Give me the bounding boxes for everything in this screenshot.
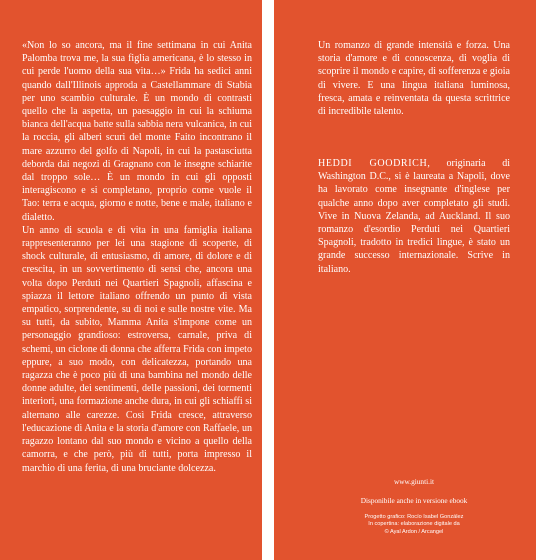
ebook-note: Disponibile anche in versione ebook <box>360 496 468 505</box>
synopsis-paragraph-2: Un anno di scuola e di vita in una famiglia italiana rappresenteranno per lei una stagione di scoperte, di shock culturale, di entusiasmo, di amore, di dolore e di crescita, in un sovvertimento di sensi che, ancora una volta dopo Perduti nei Quartieri Spagnoli, affascina e spiazza il lettore italiano offrendo un punto di vista empatico, sorprendente, su di noi e sulle nostre vite. Ma su tutti, da subito, Mamma Anita s'impone come un personaggio grandioso: estroversa, carnale, priva di schemi, un ciclone di donna che afferra Frida con impeto eppure, a suo modo, con delicatezza, portando una ragazza che è poco più di una bambina nel mondo delle donne adulte, dei sentimenti, delle passioni, dei tormenti interiori, una formazione anche dura, in cui gli schiaffi si alternano alle carezze. Così Frida cresce, attraverso l'educazione di Anita e la storia d'amore con Raffaele, un ragazzo lontano dal suo mondo e vicino a quello della camorra, e che però, più di tutti, porta impresso il marchio di una ferita, di una bruciante dolcezza. <box>22 224 252 474</box>
author-name: HEDDI GOODRICH <box>318 158 428 169</box>
credit-design: Progetto grafico: Rocío Isabel González <box>364 514 464 520</box>
author-bio-text: , originaria di Washington D.C., si è laureata a Napoli, dove ha lavorato come insegnante d'inglese per qualche anno dopo aver completato gli studi. Vive in Nuova Zelanda, ad Auckland. Il suo romanzo d'esordio Perduti nei Quartieri Spagnoli, tradotto in tredici lingue, è stato un grande successo internazionale. Scrive in italiano. <box>318 158 511 275</box>
author-bio-block <box>318 157 510 276</box>
publisher-info <box>318 477 510 506</box>
author-bio <box>318 157 510 276</box>
blurb-paragraph: Un romanzo di grande intensità e forza. Una storia d'amore e di conoscenza, di voglia di scoprire il mondo e capire, di sofferenza e gioia di vivere. E una lingua italiana luminosa, fresca, amata e reinventata da questa scrittrice di incredibile talento. <box>318 40 510 118</box>
credit-cover-line-1: In copertina: elaborazione digitale da <box>368 521 460 528</box>
synopsis-paragraph-1: «Non lo so ancora, ma il fine settimana in cui Anita Palomba trova me, la sua figlia americana, è lo stesso in cui perde l'uomo della sua vita…» Frida ha sedici anni quando dall'Illinois approda a Castellammare di Stabia per uno scambio culturale. È un mondo di contrasti quello che la aspetta, un paesaggio in cui la schiuma bianca dell'acqua batte sulla sabbia nera vulcanica, in cui la roccia, gli alberi scuri del monte Faito incontrano il mare azzurro del golfo di Napoli, in cui la pastasciutta deborda dai negozi di Gragnano con le insegne schiarite dal troppo sole… È un mondo in cui gli opposti interagiscono e si completano, proprio come vuole il Tao: terra e acqua, giorno e notte, bene e male, italiano e dialetto. <box>22 40 252 223</box>
credit-cover-line-2: © Ayal Ardon / Arcangel <box>384 528 444 535</box>
credits <box>318 514 510 536</box>
left-flap <box>0 0 262 560</box>
blurb-block <box>318 39 510 118</box>
publisher-website: www.giunti.it <box>393 477 435 486</box>
right-flap <box>274 0 536 560</box>
